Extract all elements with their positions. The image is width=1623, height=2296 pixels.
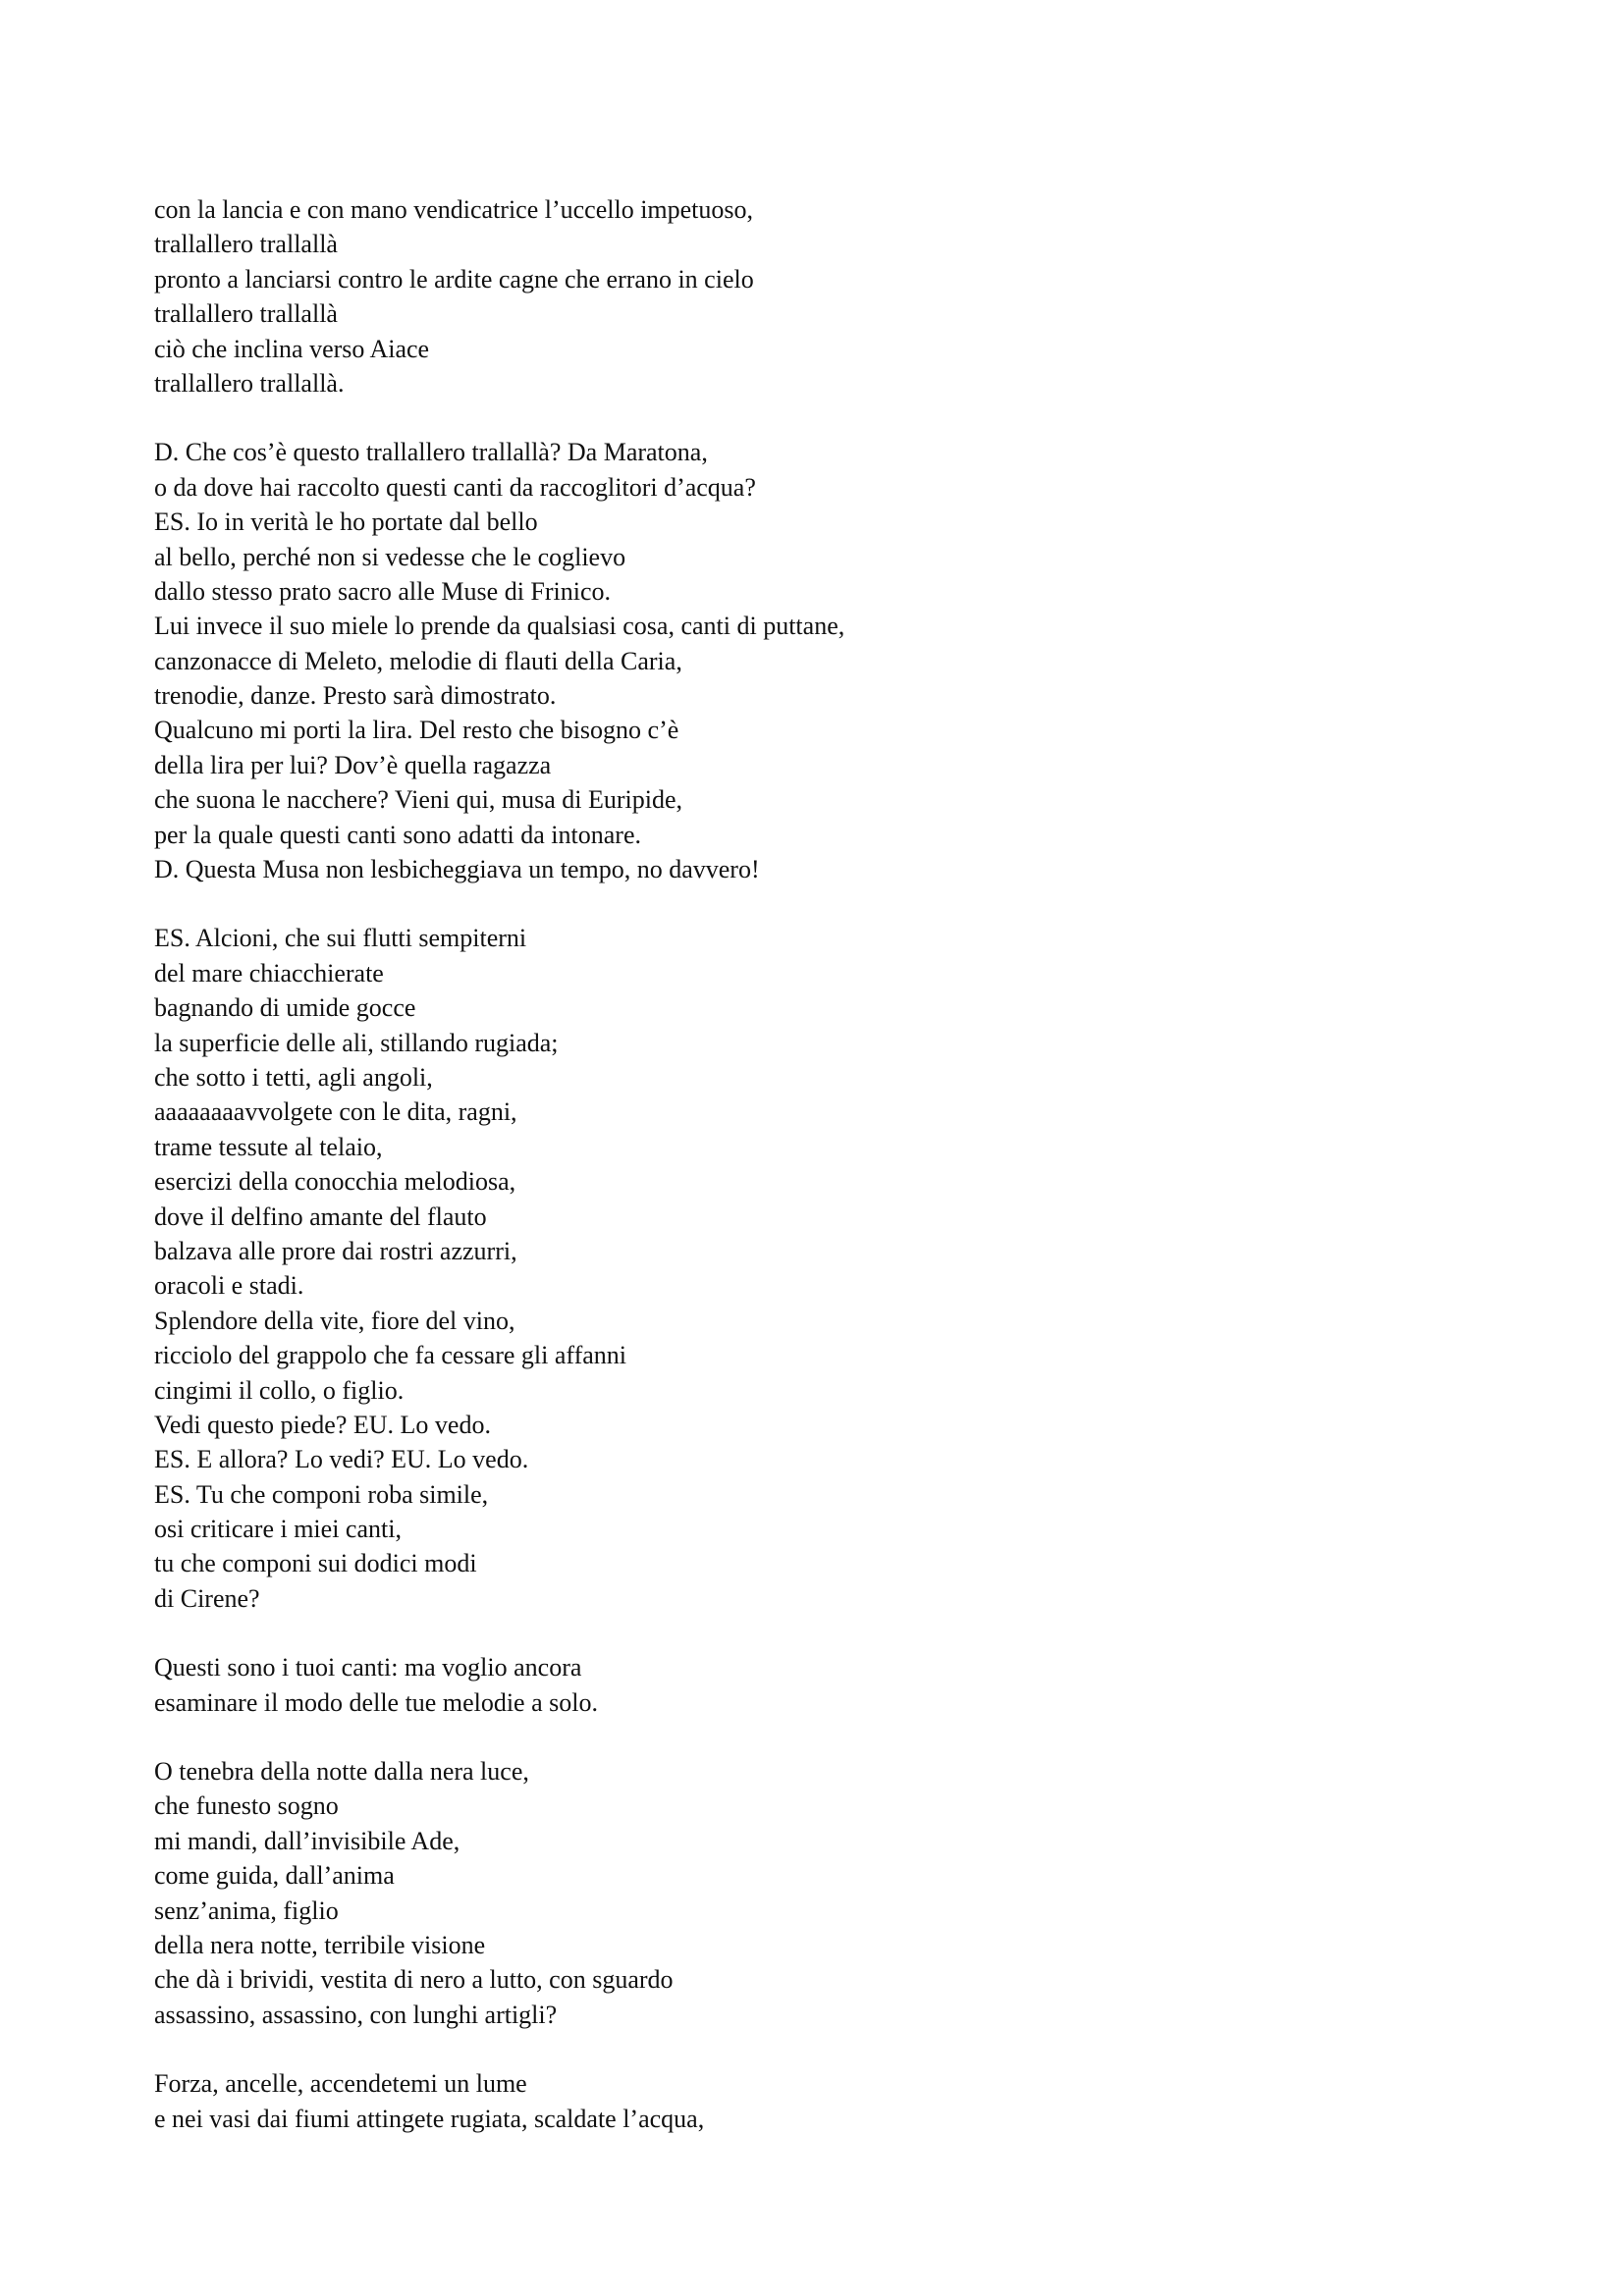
text-line: Questi sono i tuoi canti: ma voglio ancora: [154, 1653, 582, 1682]
text-line: trame tessute al telaio,: [154, 1132, 383, 1161]
text-line: senz’anima, figlio: [154, 1896, 339, 1925]
text-line: che dà i brividi, vestita di nero a lutto, con sguardo: [154, 1965, 674, 1995]
text-line: oracoli e stadi.: [154, 1271, 304, 1301]
text-line: Forza, ancelle, accendetemi un lume: [154, 2069, 527, 2099]
text-line: pronto a lanciarsi contro le ardite cagne che errano in cielo: [154, 264, 754, 294]
text-line: che suona le nacchere? Vieni qui, musa di Euripide,: [154, 785, 682, 815]
text-line: trallallero trallallà: [154, 299, 338, 329]
text-line: D. Che cos’è questo trallallero trallallà? Da Maratona,: [154, 438, 708, 467]
text-line: cingimi il collo, o figlio.: [154, 1375, 405, 1405]
text-line: che sotto i tetti, agli angoli,: [154, 1062, 433, 1092]
text-line: trallallero trallallà.: [154, 368, 345, 398]
text-line: che funesto sogno: [154, 1791, 339, 1821]
text-line: osi criticare i miei canti,: [154, 1515, 402, 1544]
text-line: balzava alle prore dai rostri azzurri,: [154, 1236, 517, 1265]
text-line: del mare chiacchierate: [154, 958, 384, 988]
stanza: [154, 2066, 1431, 2136]
text-line: al bello, perché non si vedesse che le coglievo: [154, 542, 626, 571]
text-line: bagnando di umide gocce: [154, 993, 416, 1023]
text-line: O tenebra della notte dalla nera luce,: [154, 1757, 529, 1787]
text-line: esercizi della conocchia melodiosa,: [154, 1167, 516, 1197]
text-line: ES. Io in verità le ho portate dal bello: [154, 507, 538, 537]
text-line: e nei vasi dai fiumi attingete rugiata, scaldate l’acqua,: [154, 2104, 705, 2133]
stanza: [154, 435, 1431, 886]
text-line: con la lancia e con mano vendicatrice l’uccello impetuoso,: [154, 195, 754, 224]
text-line: dove il delfino amante del flauto: [154, 1201, 487, 1231]
text-line: Lui invece il suo miele lo prende da qualsiasi cosa, canti di puttane,: [154, 612, 845, 641]
text-line: dallo stesso prato sacro alle Muse di Frinico.: [154, 576, 612, 606]
text-line: della lira per lui? Dov’è quella ragazza: [154, 750, 552, 779]
text-line: mi mandi, dall’invisibile Ade,: [154, 1826, 460, 1855]
stanza: [154, 1754, 1431, 2032]
text-line: D. Questa Musa non lesbicheggiava un tempo, no davvero!: [154, 855, 760, 884]
text-line: tu che componi sui dodici modi: [154, 1549, 477, 1578]
text-line: per la quale questi canti sono adatti da intonare.: [154, 820, 641, 849]
text-line: Vedi questo piede? EU. Lo vedo.: [154, 1410, 491, 1439]
text-line: trenodie, danze. Presto sarà dimostrato.: [154, 681, 557, 711]
text-line: di Cirene?: [154, 1583, 260, 1613]
text-line: la superficie delle ali, stillando rugiada;: [154, 1028, 559, 1057]
text-line: assassino, assassino, con lunghi artigli?: [154, 2000, 558, 2029]
text-line: canzonacce di Meleto, melodie di flauti della Caria,: [154, 646, 682, 675]
text-line: della nera notte, terribile visione: [154, 1930, 486, 1959]
text-line: ES. E allora? Lo vedi? EU. Lo vedo.: [154, 1445, 529, 1474]
text-line: aaaaaaaavvolgete con le dita, ragni,: [154, 1097, 517, 1127]
stanza: [154, 192, 1431, 400]
stanza: [154, 1650, 1431, 1720]
text-line: trallallero trallallà: [154, 230, 338, 259]
text-line: Splendore della vite, fiore del vino,: [154, 1306, 515, 1335]
text-line: esaminare il modo delle tue melodie a solo.: [154, 1687, 598, 1717]
text-line: ricciolo del grappolo che fa cessare gli affanni: [154, 1341, 627, 1370]
text-line: o da dove hai raccolto questi canti da raccoglitori d’acqua?: [154, 472, 756, 502]
stanza: [154, 921, 1431, 1616]
text-line: ES. Tu che componi roba simile,: [154, 1479, 489, 1509]
text-line: Qualcuno mi porti la lira. Del resto che bisogno c’è: [154, 716, 679, 745]
text-line: ciò che inclina verso Aiace: [154, 334, 430, 363]
text-line: come guida, dall’anima: [154, 1861, 395, 1891]
poem-text: [154, 192, 1431, 2170]
text-line: ES. Alcioni, che sui flutti sempiterni: [154, 924, 527, 953]
